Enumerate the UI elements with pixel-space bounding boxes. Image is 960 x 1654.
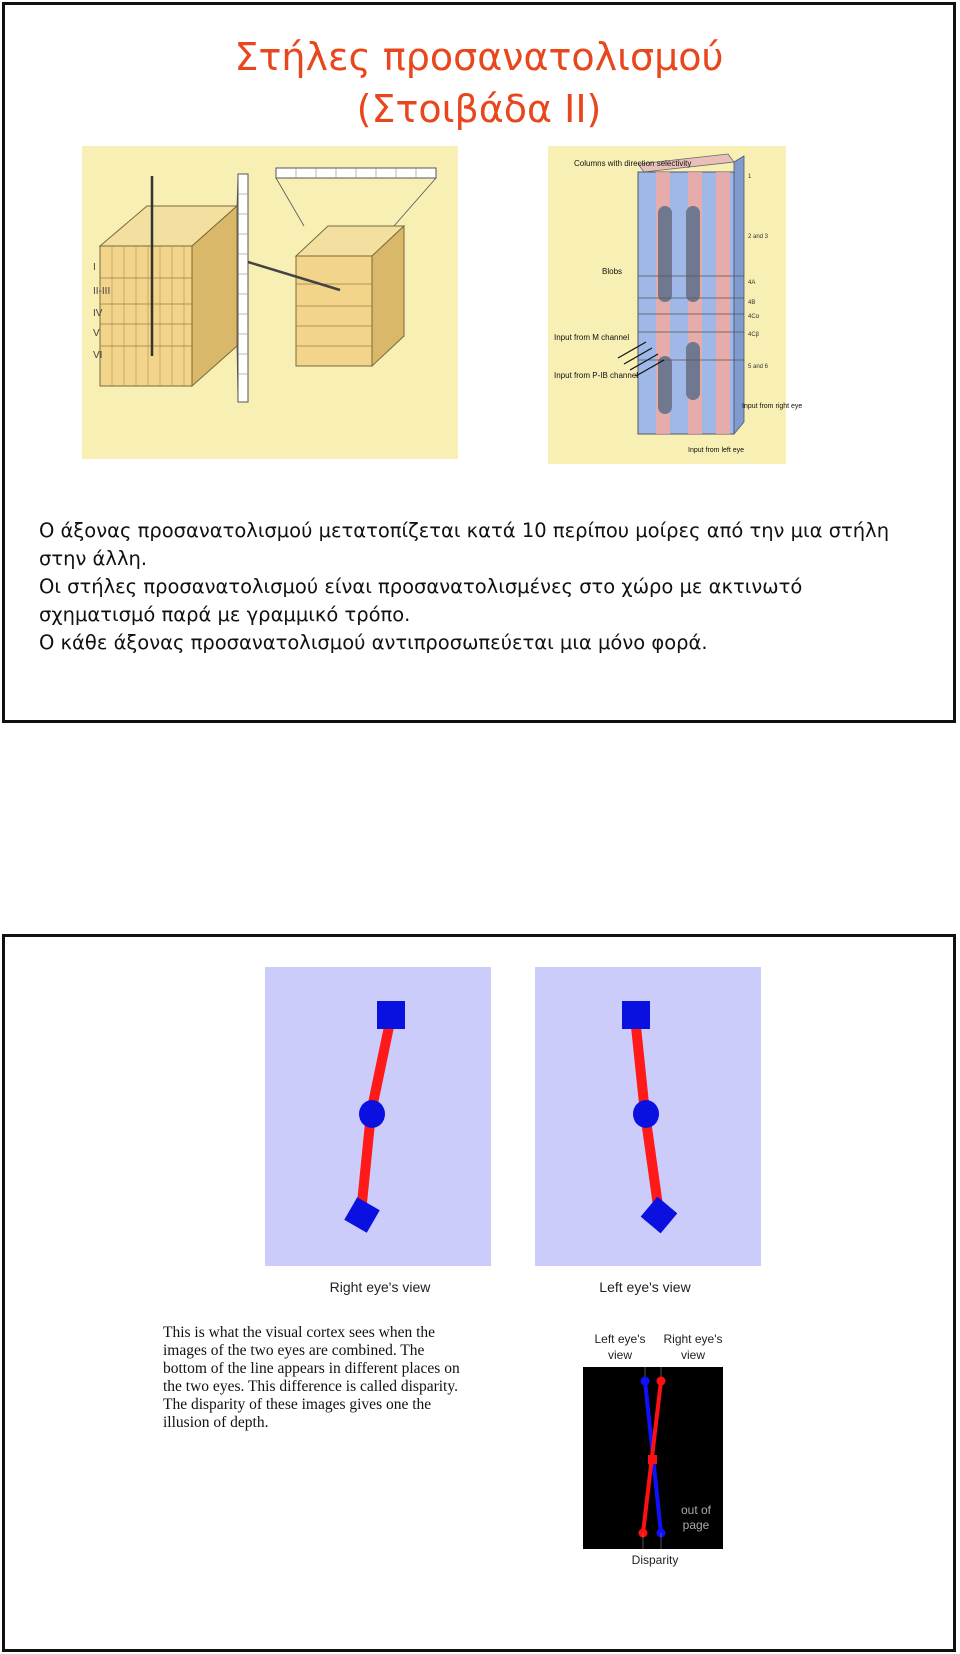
layer-7: 5 and 6 <box>748 364 769 370</box>
disparity-left-label: Left eye's view <box>594 1332 646 1362</box>
explanation-line: This is what the visual cortex sees when the <box>163 1324 436 1341</box>
explanation-line: bottom of the line appears in different places on <box>163 1360 460 1377</box>
layer-5: 4Cα <box>748 314 760 320</box>
disparity-right-label: Right eye's view <box>663 1332 723 1362</box>
paragraph-3: Ο κάθε άξονας προσανατολισμού αντιπροσωπεύεται μια μόνο φορά. <box>39 631 708 654</box>
label-m-input: Input from M channel <box>554 333 630 342</box>
column-block-figure <box>82 146 458 459</box>
slide-title-line-1: Στήλες προσανατολισμού <box>234 35 724 79</box>
layer-3: 4A <box>748 280 756 286</box>
layer-1: 1 <box>748 174 752 180</box>
disparity-explanation <box>163 1324 483 1432</box>
layer-label-4: V <box>93 328 100 339</box>
layer-2: 2 and 3 <box>748 234 769 240</box>
paragraph-2: Οι στήλες προσανατολισμού είναι προσανατολισμένες στο χώρο με ακτινωτό σχηματισμό παρά με γραμμικό τρόπο. <box>39 575 803 626</box>
label-blobs: Blobs <box>602 267 623 276</box>
right-eye-caption: Right eye's view <box>329 1279 431 1295</box>
left-eye-caption: Left eye's view <box>599 1279 691 1295</box>
layer-6: 4Cβ <box>748 332 760 338</box>
explanation-line: illusion of depth. <box>163 1414 269 1431</box>
out-of-page-label: out of page <box>680 1503 712 1532</box>
layer-label-2: II-III <box>93 286 111 297</box>
layer-label-3: IV <box>93 308 103 319</box>
left-eye-view-panel <box>535 967 761 1266</box>
slide-2 <box>2 934 956 1652</box>
disparity-label: Disparity <box>631 1553 679 1567</box>
slide-1 <box>2 2 956 723</box>
layer-label-1: I <box>93 262 96 273</box>
explanation-line: The disparity of these images gives one the <box>163 1396 432 1413</box>
right-eye-view-panel <box>265 967 491 1266</box>
paragraph-1: Ο άξονας προσανατολισμού μετατοπίζεται κατά 10 περίπου μοίρες από την μια στήλη στην άλλη. <box>39 519 890 570</box>
layer-4: 4B <box>748 300 756 306</box>
label-right-eye: Input from right eye <box>742 403 803 410</box>
slide-title-line-2: (Στοιβάδα ΙΙ) <box>356 87 602 131</box>
label-columns: Columns with direction selectivity <box>574 159 692 168</box>
explanation-line: images of the two eyes are combined. The <box>163 1342 425 1359</box>
layer-label-5: VI <box>93 350 103 361</box>
label-p-input: Input from P-IB channel <box>554 371 639 380</box>
body-text <box>39 517 919 657</box>
label-left-eye: Input from left eye <box>688 447 745 454</box>
blob-column-figure <box>548 146 803 464</box>
explanation-line: the two eyes. This difference is called disparity. <box>163 1378 458 1395</box>
